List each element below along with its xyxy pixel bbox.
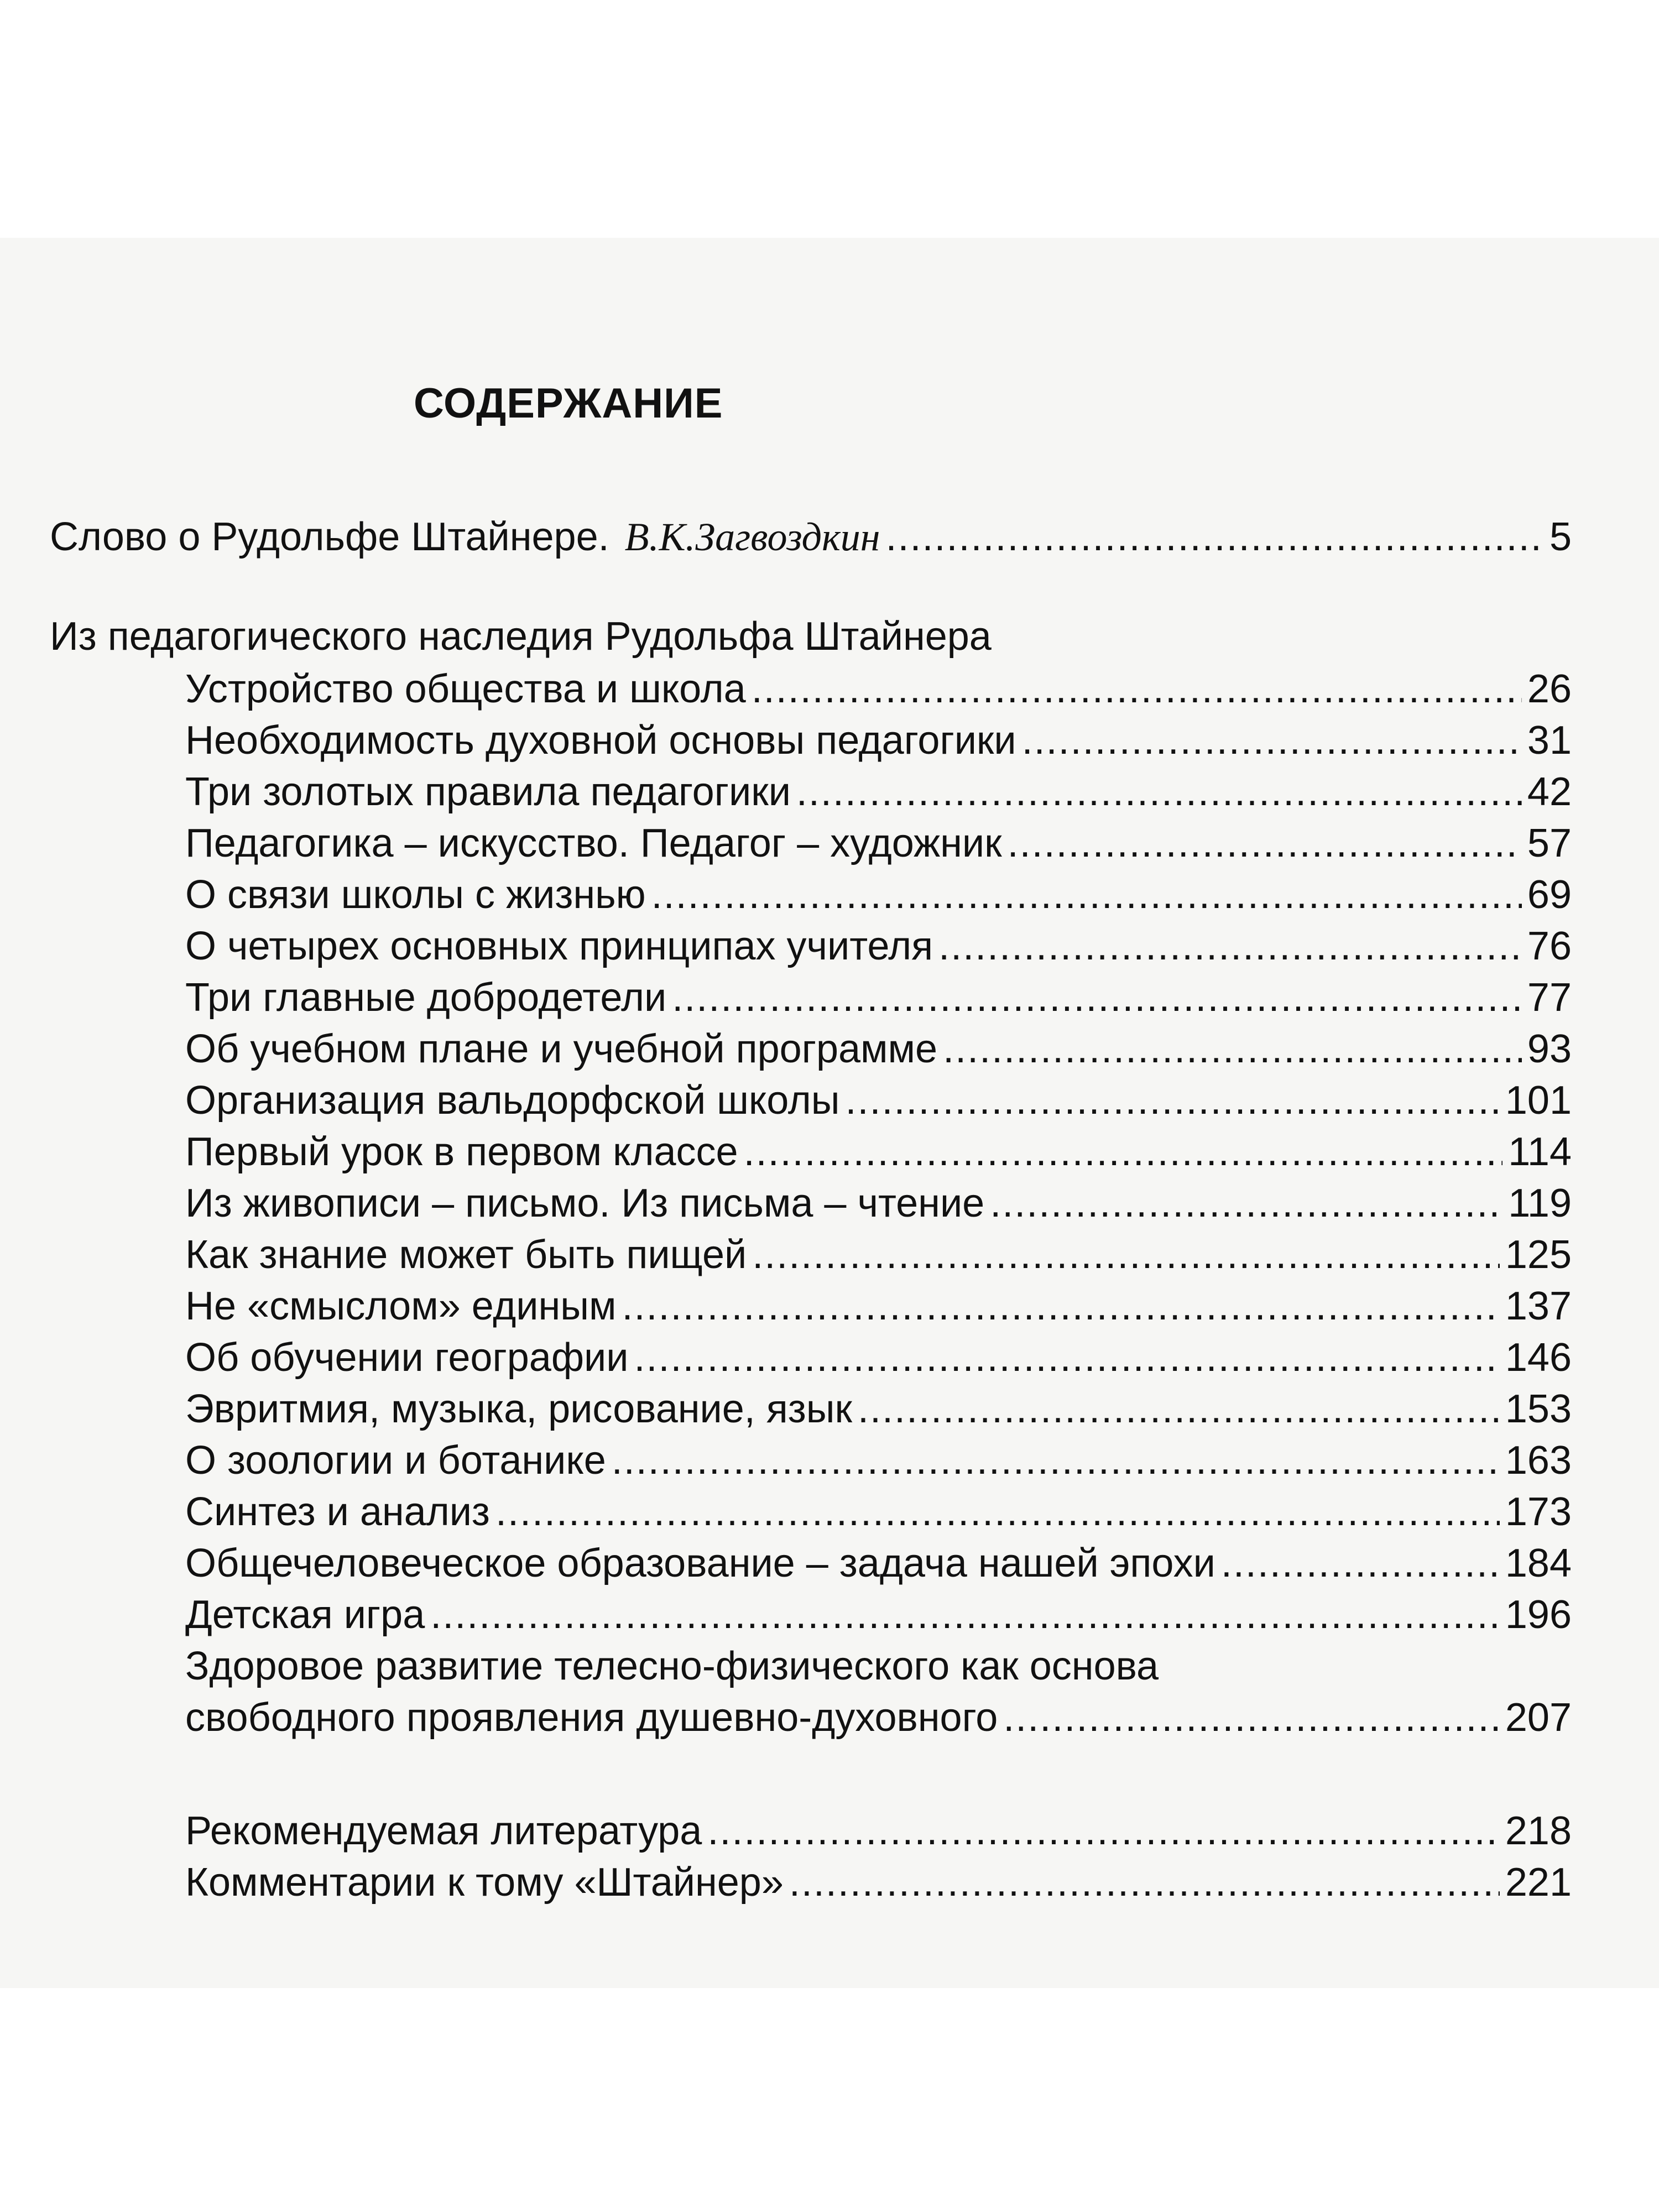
dot-leader — [612, 1441, 1500, 1480]
toc-entry-page: 5 — [1549, 515, 1572, 559]
toc-entry-page: 125 — [1505, 1233, 1572, 1277]
toc-entry — [185, 669, 1572, 709]
toc-entry — [185, 772, 1572, 812]
toc-entry-page: 221 — [1505, 1860, 1572, 1905]
toc-entry-page: 184 — [1505, 1541, 1572, 1585]
toc-entry-page: 69 — [1527, 873, 1572, 917]
toc-entry-text: Три золотых правила педагогики — [185, 770, 791, 814]
toc-entry — [185, 1543, 1572, 1583]
toc-entry-page: 31 — [1527, 718, 1572, 763]
book-page — [0, 238, 1659, 1988]
toc-entry — [185, 1438, 1572, 1483]
toc-entry-page: 76 — [1527, 924, 1572, 968]
toc-entry-multiline — [185, 1695, 1572, 1740]
toc-entry-page: 163 — [1505, 1438, 1572, 1483]
dot-leader — [707, 1811, 1500, 1851]
toc-entry — [185, 1492, 1572, 1532]
toc-entry-intro — [50, 517, 1572, 557]
dot-leader — [651, 875, 1522, 915]
toc-entry — [185, 823, 1572, 863]
toc-entry-text: Детская игра — [185, 1593, 425, 1637]
toc-entry-text: Не «смыслом» единым — [185, 1284, 617, 1328]
dot-leader — [789, 1863, 1500, 1902]
page-title: СОДЕРЖАНИЕ — [414, 380, 723, 427]
dot-leader — [1008, 823, 1522, 863]
dot-leader — [495, 1492, 1500, 1532]
toc-entry-page: 57 — [1527, 821, 1572, 865]
toc-entry — [185, 875, 1572, 915]
dot-leader — [938, 926, 1522, 966]
toc-entry-text: Устройство общества и школа — [185, 667, 746, 711]
toc-entry-text: Об учебном плане и учебной программе — [185, 1027, 938, 1071]
toc-entry-text: Три главные добродетели — [185, 975, 667, 1020]
dot-leader — [990, 1183, 1503, 1223]
toc-entry-text: Как знание может быть пищей — [185, 1233, 747, 1277]
toc-entry-page: 218 — [1505, 1809, 1572, 1853]
toc-entry — [185, 1235, 1572, 1275]
dot-leader — [943, 1029, 1522, 1069]
toc-entry-text: Об обучении географии — [185, 1335, 629, 1380]
toc-entry — [185, 718, 1572, 763]
dot-leader — [845, 1081, 1499, 1120]
dot-leader — [752, 669, 1522, 709]
toc-entry-text: Из живописи – письмо. Из письма – чтение — [185, 1181, 985, 1225]
dot-leader — [885, 517, 1543, 557]
toc-entry — [185, 1183, 1572, 1223]
toc-entry-text: О связи школы с жизнью — [185, 873, 646, 917]
toc-entry-text: О зоологии и ботанике — [185, 1438, 606, 1483]
dot-leader — [634, 1338, 1500, 1378]
toc-entry-text: Педагогика – искусство. Педагог – художник — [185, 821, 1002, 865]
toc-entry-page: 173 — [1505, 1490, 1572, 1534]
toc-entry-page: 146 — [1505, 1335, 1572, 1380]
toc-entry-page: 26 — [1527, 667, 1572, 711]
toc-entry-text: Первый урок в первом классе — [185, 1130, 738, 1174]
dot-leader — [1022, 721, 1522, 760]
toc-entry-page: 153 — [1505, 1387, 1572, 1431]
toc-entry — [185, 1078, 1572, 1123]
toc-entry-author: В.К.Загвоздкин — [624, 515, 880, 559]
toc-entry-text: свободного проявления душевно-духовного — [185, 1695, 998, 1740]
toc-entry-page: 196 — [1505, 1593, 1572, 1637]
toc-entry-text: Слово о Рудольфе Штайнере. — [50, 515, 609, 559]
toc-entry-text: О четырех основных принципах учителя — [185, 924, 933, 968]
toc-entry — [185, 1286, 1572, 1326]
toc-entry — [185, 1029, 1572, 1069]
toc-entry-text: Организация вальдорфской школы — [185, 1078, 840, 1123]
toc-entry-references — [185, 1811, 1572, 1851]
toc-entry — [185, 1595, 1572, 1635]
dot-leader — [672, 978, 1522, 1018]
toc-entry-comments — [185, 1860, 1572, 1905]
toc-entry — [185, 926, 1572, 966]
dot-leader — [1003, 1698, 1500, 1738]
toc-entry-page: 42 — [1527, 770, 1572, 814]
dot-leader — [858, 1389, 1500, 1429]
toc-entry-page: 207 — [1505, 1695, 1572, 1740]
toc-entry — [185, 1335, 1572, 1380]
toc-entry-page: 77 — [1527, 975, 1572, 1020]
toc-entry-line1: Здоровое развитие телесно-физического как основа — [185, 1644, 1159, 1688]
toc-entry-text: Необходимость духовной основы педагогики — [185, 718, 1016, 763]
toc-entry-page: 137 — [1505, 1284, 1572, 1328]
toc-entry-page: 101 — [1505, 1078, 1572, 1123]
dot-leader — [1221, 1543, 1500, 1583]
toc-entry — [185, 1132, 1572, 1172]
toc-entry — [185, 1389, 1572, 1429]
toc-entry-text: Рекомендуемая литература — [185, 1809, 702, 1853]
dot-leader — [430, 1595, 1500, 1635]
toc-entry-text: Синтез и анализ — [185, 1490, 490, 1534]
dot-leader — [796, 772, 1522, 812]
toc-entry-page: 114 — [1508, 1130, 1572, 1174]
toc-entry-text: Эвритмия, музыка, рисование, язык — [185, 1387, 853, 1431]
dot-leader — [752, 1235, 1500, 1275]
dot-leader — [744, 1132, 1503, 1172]
toc-entry — [185, 975, 1572, 1020]
section-heading: Из педагогического наследия Рудольфа Штайнера — [50, 614, 992, 659]
dot-leader — [622, 1286, 1499, 1326]
toc-entry-page: 119 — [1508, 1181, 1572, 1225]
toc-entry-text: Общечеловеческое образование – задача нашей эпохи — [185, 1541, 1215, 1585]
toc-entry-text: Комментарии к тому «Штайнер» — [185, 1860, 784, 1905]
toc-entry-page: 93 — [1527, 1027, 1572, 1071]
